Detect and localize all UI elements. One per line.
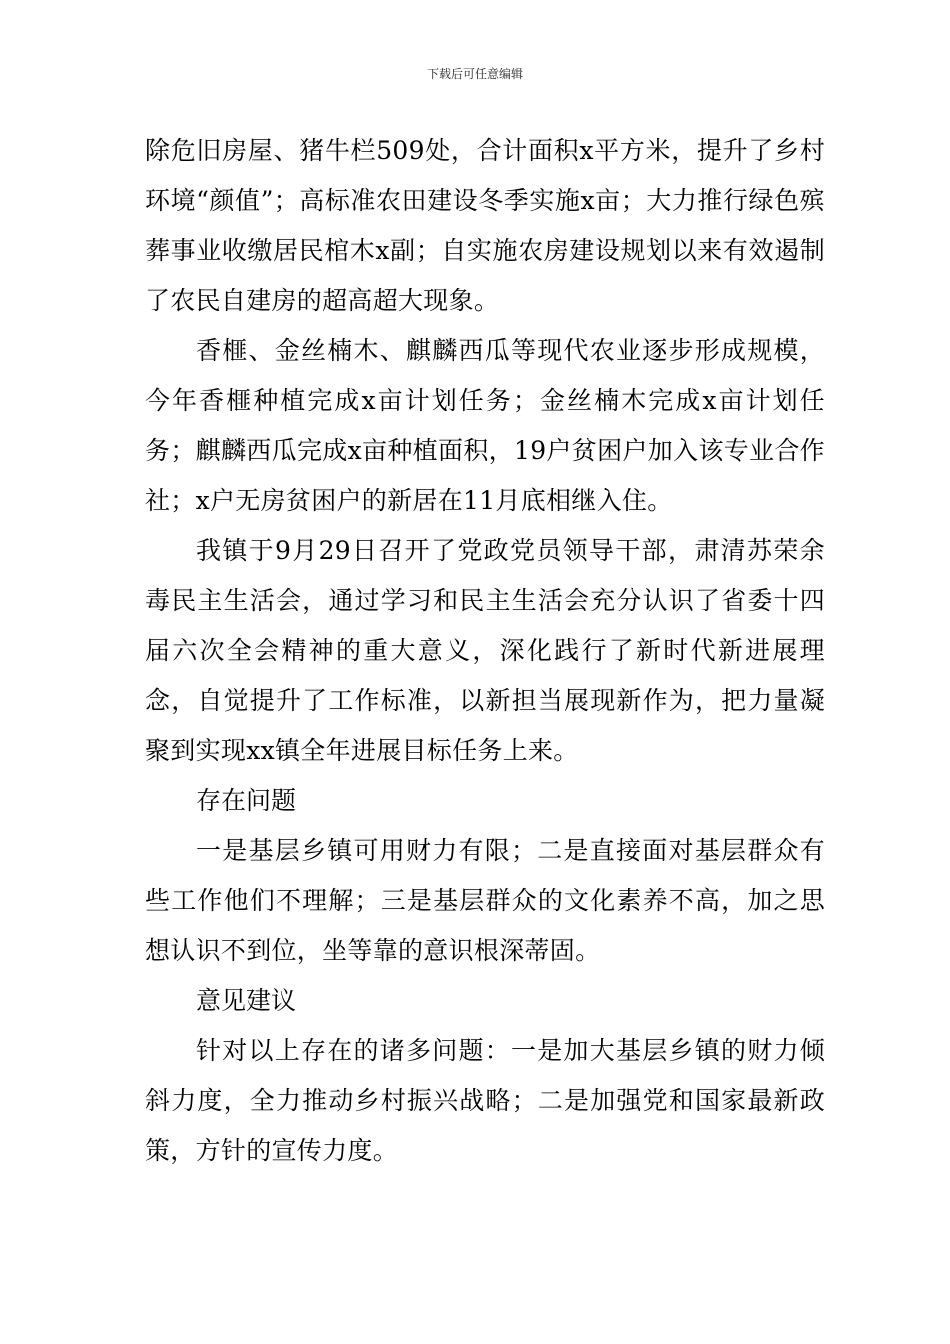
paragraph-problems: 一是基层乡镇可用财力有限；二是直接面对基层群众有些工作他们不理解；三是基层群众的文化素养不高，加之思想认识不到位，坐等靠的意识根深蒂固。 <box>145 836 825 965</box>
paragraph-meeting: 我镇于9月29日召开了党政党员领导干部，肃清苏荣余毒民主生活会，通过学习和民主生活会充分认识了省委十四届六次全会精神的重大意义，深化践行了新时代新进展理念，自觉提升了工作标准，以新担当展现新作为，把力量凝聚到实现xx镇全年进展目标任务上来。 <box>145 536 825 765</box>
document-body <box>145 126 825 1176</box>
heading-problems: 存在问题 <box>196 786 297 815</box>
paragraph-suggestions: 针对以上存在的诸多问题：一是加大基层乡镇的财力倾斜力度，全力推动乡村振兴战略；二是加强党和国家最新政策，方针的宣传力度。 <box>145 1036 825 1165</box>
heading-suggestions: 意见建议 <box>196 986 297 1015</box>
paragraph-agriculture: 香榧、金丝楠木、麒麟西瓜等现代农业逐步形成规模，今年香榧种植完成x亩计划任务；金丝楠木完成x亩计划任务；麒麟西瓜完成x亩种植面积，19户贫困户加入该专业合作社；x户无房贫困户的新居在11月底相继入住。 <box>145 336 825 515</box>
paragraph-housing: 除危旧房屋、猪牛栏509处，合计面积x平方米，提升了乡村环境“颜值”；高标准农田建设冬季实施x亩；大力推行绿色殡葬事业收缴居民棺木x副；自实施农房建设规划以来有效遏制了农民自建房的超高超大现象。 <box>145 136 825 315</box>
page-header: 下载后可任意编辑 <box>426 67 523 81</box>
